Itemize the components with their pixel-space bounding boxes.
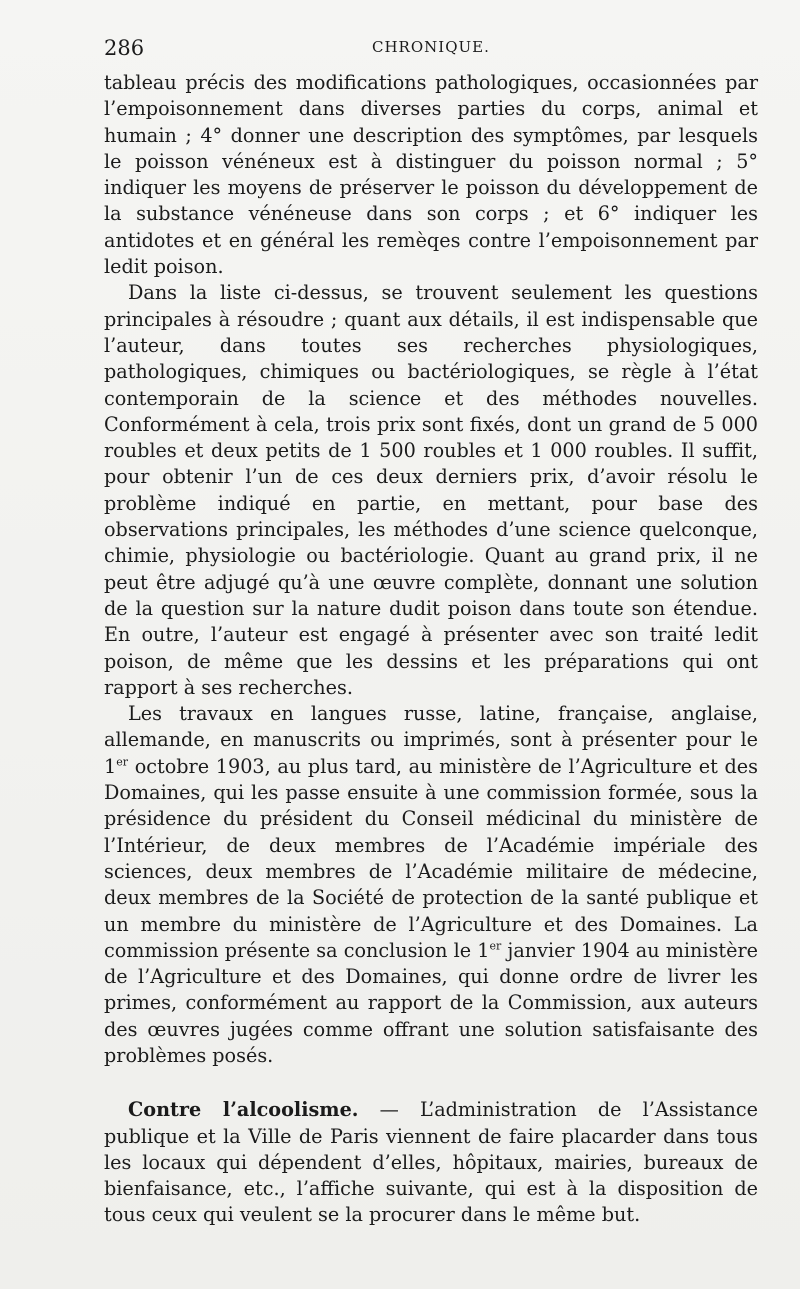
page-body <box>104 70 758 1229</box>
section-title: Contre l’alcoolisme. <box>128 1098 359 1122</box>
page-number: 286 <box>104 36 145 60</box>
paragraph-prizes: Dans la liste ci-dessus, se trouvent seulement les questions principales à résoudre ; quant aux détails, il est indispensable que l’auteur, dans toutes ses recherches physiologiques, pathologiques, chimiques ou bactériologiques, se règle à l’état contemporain de la science et des méthodes nouvelles. Conformément à cela, trois prix sont fixés, dont un grand de 5 000 roubles et deux petits de 1 500 roubles et 1 000 roubles. Il suffit, pour obtenir l’un de ces deux derniers prix, d’avoir résolu le problème indiqué en partie, en mettant, pour base des observations principales, les méthodes d’une science quelconque, chimie, physiologie ou bactériologie. Quant au grand prix, il ne peut être adjugé qu’à une œuvre complète, donnant une solution de la question sur la nature dudit poison dans toute son étendue. En outre, l’auteur est engagé à présenter avec son traité ledit poison, de même que les dessins et les préparations qui ont rapport à ses recherches. <box>104 281 758 699</box>
section-gap <box>104 1069 758 1097</box>
paragraph-alcoholism-text: — L’administration de l’Assistance publique et la Ville de Paris viennent de faire placarder dans tous les locaux qui dépendent d’elles, hôpitaux, mairies, bureaux de bienfaisance, etc., l’affiche suivante, qui est à la disposition de tous ceux qui veulent se la procurer dans le même but. <box>104 1098 759 1227</box>
superscript-er: er <box>489 939 502 953</box>
running-head: CHRONIQUE. <box>372 38 490 56</box>
paragraph-submission <box>104 701 758 1069</box>
paragraph-alcoholism <box>104 1097 758 1228</box>
superscript-er: er <box>116 755 128 769</box>
paragraph-submission-part-3: janvier 1904 au ministère de l’Agriculture et des Domaines, qui donne ordre de livrer les primes, conformément au rapport de la Commission, aux auteurs des œuvres jugées comme offrant une solution satisfaisante des problèmes posés. <box>104 938 758 1067</box>
paragraph-submission-part-1: Les travaux en langues russe, latine, française, anglaise, allemande, en manuscrits ou imprimés, sont à présenter pour le 1 <box>104 702 758 778</box>
paragraph-continuation: tableau précis des modifications pathologiques, occasionnées par l’empoisonnement dans diverses parties du corps, animal et humain ; 4° donner une description des symptômes, par lesquels le poisson vénéneux est à distinguer du poisson normal ; 5° indiquer les moyens de préserver le poisson du développement de la substance vénéneuse dans son corps ; et 6° indiquer les antidotes et en général les remèqes contre l’empoisonnement par ledit poison. <box>104 71 758 279</box>
paragraph-submission-part-2: octobre 1903, au plus tard, au ministère de l’Agriculture et des Domaines, qui les passe ensuite à une commission formée, sous la présidence du président du Conseil médicinal du ministère de l’Intérieur, de deux membres de l’Académie impériale des sciences, deux membres de l’Académie militaire de médecine, deux membres de la Société de protection de la santé publique et un membre du ministère de l’Agriculture et des Domaines. La commission présente sa conclusion le 1 <box>104 754 758 962</box>
page-header <box>104 30 752 60</box>
